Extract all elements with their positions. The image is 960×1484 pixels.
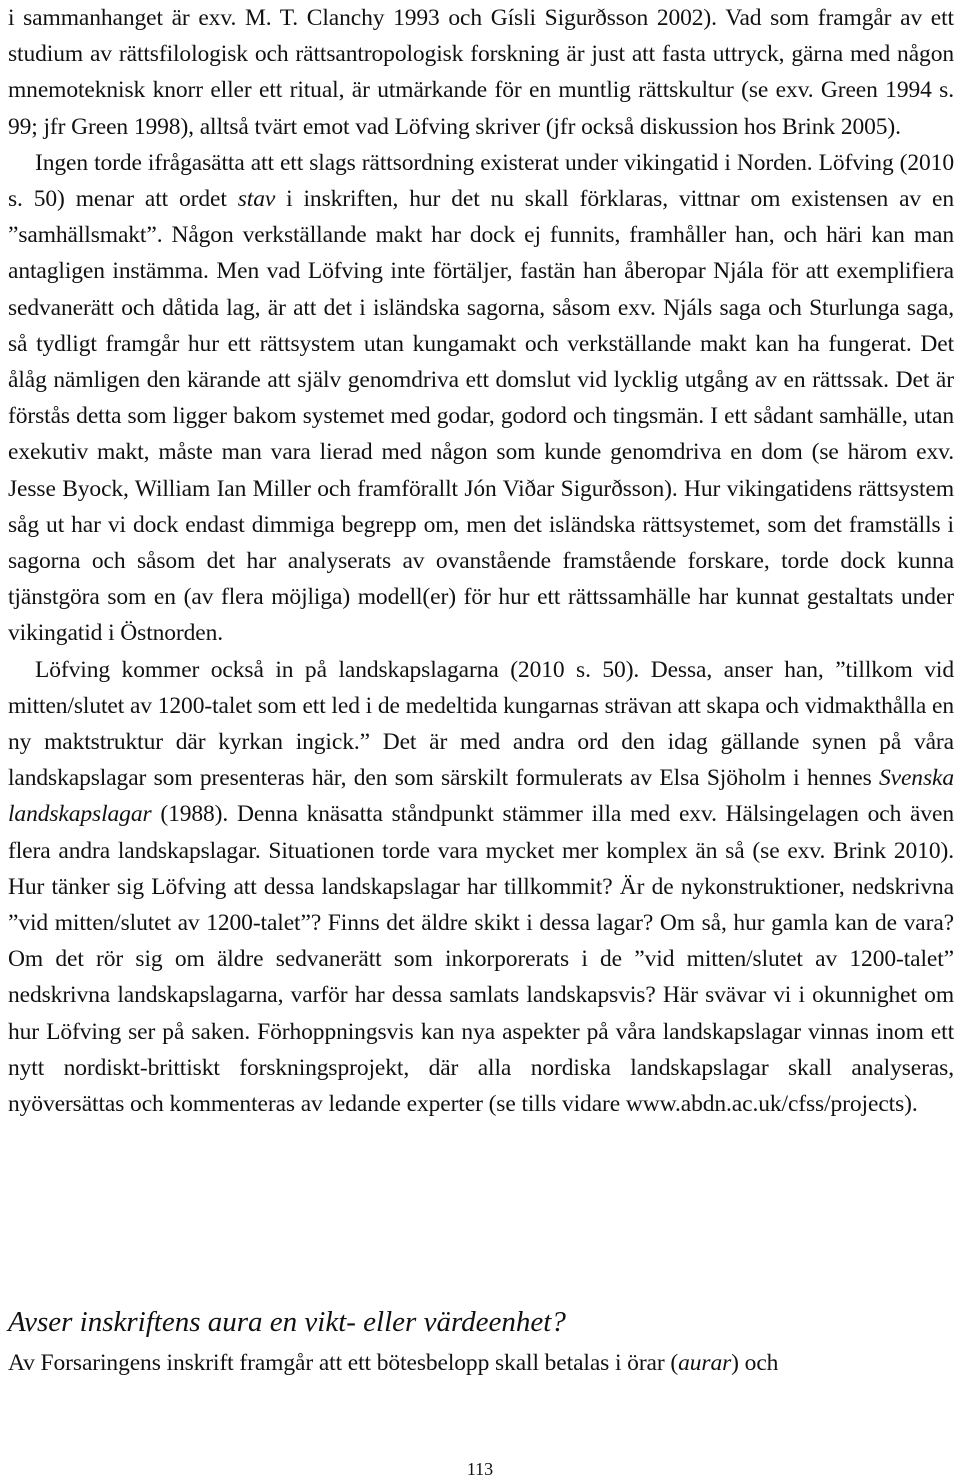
section-heading-container [8, 1302, 954, 1342]
paragraph-1-segment-1: i sammanhanget är exv. M. T. Clanchy 1993 och Gísli Sigurðsson 2002). Vad som framgår av ett studium av rättsfilologisk och rättsantropologisk forskning är just att fasta uttryck, gärna med någon mnemoteknisk knorr eller ett ritual, är utmärkande för en muntlig rättskultur (se exv. Green 1994 s. 99; jfr Green 1998), alltså tvärt emot vad Löfving skriver (jfr också diskussion hos Brink 2005). [8, 5, 954, 140]
section-heading: Avser inskriftens aura en vikt- eller värdeenhet? [8, 1306, 566, 1338]
final-paragraph [8, 1345, 954, 1381]
paragraph-3 [8, 652, 954, 1123]
paragraph-2 [8, 145, 954, 652]
paragraph-2-segment-3: i inskriften, hur det nu skall förklaras, vittnar om existensen av en ”samhällsmakt”. Någon verkställande makt har dock ej funnits, framhåller han, och häri kan man antagligen instämma. Men vad Löfving inte förtäljer, fastän han åberopar Njála för att exemplifiera sedvanerätt och dåtida lag, är att det i isländska sagorna, såsom exv. Njáls saga och Sturlunga saga, så tydligt framgår hur ett rättsystem utan kungamakt och verkställande makt kan ha fungerat. Det ålåg nämligen den kärande att själv genomdriva ett domslut vid lycklig utgång av en rättssak. Det är förstås detta som ligger bakom systemet med godar, godord och tingsmän. I ett sådant samhälle, utan exekutiv makt, måste man vara lierad med någon som kunde genomdriva en dom (se härom exv. Jesse Byock, William Ian Miller och framförallt Jón Viðar Sigurðsson). Hur vikingatidens rättsystem såg ut har vi dock endast dimmiga begrepp om, men det isländska rättsystemet, som det framställs i sagorna och såsom det har analyserats av ovanstående framstående forskare, torde dock kunna tjänstgöra som en (av flera möjliga) modell(er) för hur ett rättssamhälle har kunnat gestaltats under vikingatid i Östnorden. [8, 186, 954, 647]
final-paragraph-italic-aurar: aurar [678, 1350, 732, 1376]
paragraph-2-segment-1: Ingen torde ifrågasätta att ett slags rättsordning existerat under vikingatid i Norden. Löfving (2010 s. 50) menar att ordet [8, 149, 954, 213]
paragraph-3-segment-3: (1988). Denna knäsatta ståndpunkt stämmer illa med exv. Hälsingelagen och även flera andra landskapslagar. Situationen torde vara mycket mer komplex än så (se exv. Brink 2010). Hur tänker sig Löfving att dessa landskapslagar har tillkommit? Är de nykonstruktioner, nedskrivna ”vid mitten/slutet av 1200-talet”? Finns det äldre skikt i dessa lagar? Om så, hur gamla kan de vara? Om det rör sig om äldre sedvanerätt som inkorporerats i de ”vid mitten/slutet av 1200-talet” nedskrivna landskapslagarna, varför har dessa samlats landskapsvis? Här svävar vi i okunnighet om hur Löfving ser på saken. Förhoppningsvis kan nya aspekter på våra landskapslagar vinnas inom ett nytt nordiskt-brittiskt forskningsprojekt, där alla nordiska landskapslagar skall analyseras, nyöversättas och kommenteras av ledande experter (se tills vidare www.abdn.ac.uk/cfss/projects). [8, 801, 954, 1118]
page-number: 113 [466, 1459, 494, 1479]
paragraph-2-italic-stav: stav [237, 186, 276, 213]
final-paragraph-segment-3: ) och [731, 1350, 779, 1376]
final-paragraph-container [8, 1345, 954, 1381]
final-paragraph-segment-1: Av Forsaringens inskrift framgår att ett bötesbelopp skall betalas i örar ( [8, 1350, 679, 1376]
paragraph-1 [8, 0, 954, 145]
body-text [8, 0, 954, 1122]
paragraph-3-segment-1: Löfving kommer också in på landskapslagarna (2010 s. 50). Dessa, anser han, ”tillkom vid mitten/slutet av 1200-talet som ett led i de medeltida kungarnas strävan att skapa och vidmakthålla en ny maktstruktur där kyrkan ingick.” Det är med andra ord den idag gällande synen på våra landskapslagar som presenteras här, den som särskilt formulerats av Elsa Sjöholm i hennes [8, 656, 954, 792]
paragraph-3-italic-book-title: Svenska landskapslagar [8, 765, 954, 828]
